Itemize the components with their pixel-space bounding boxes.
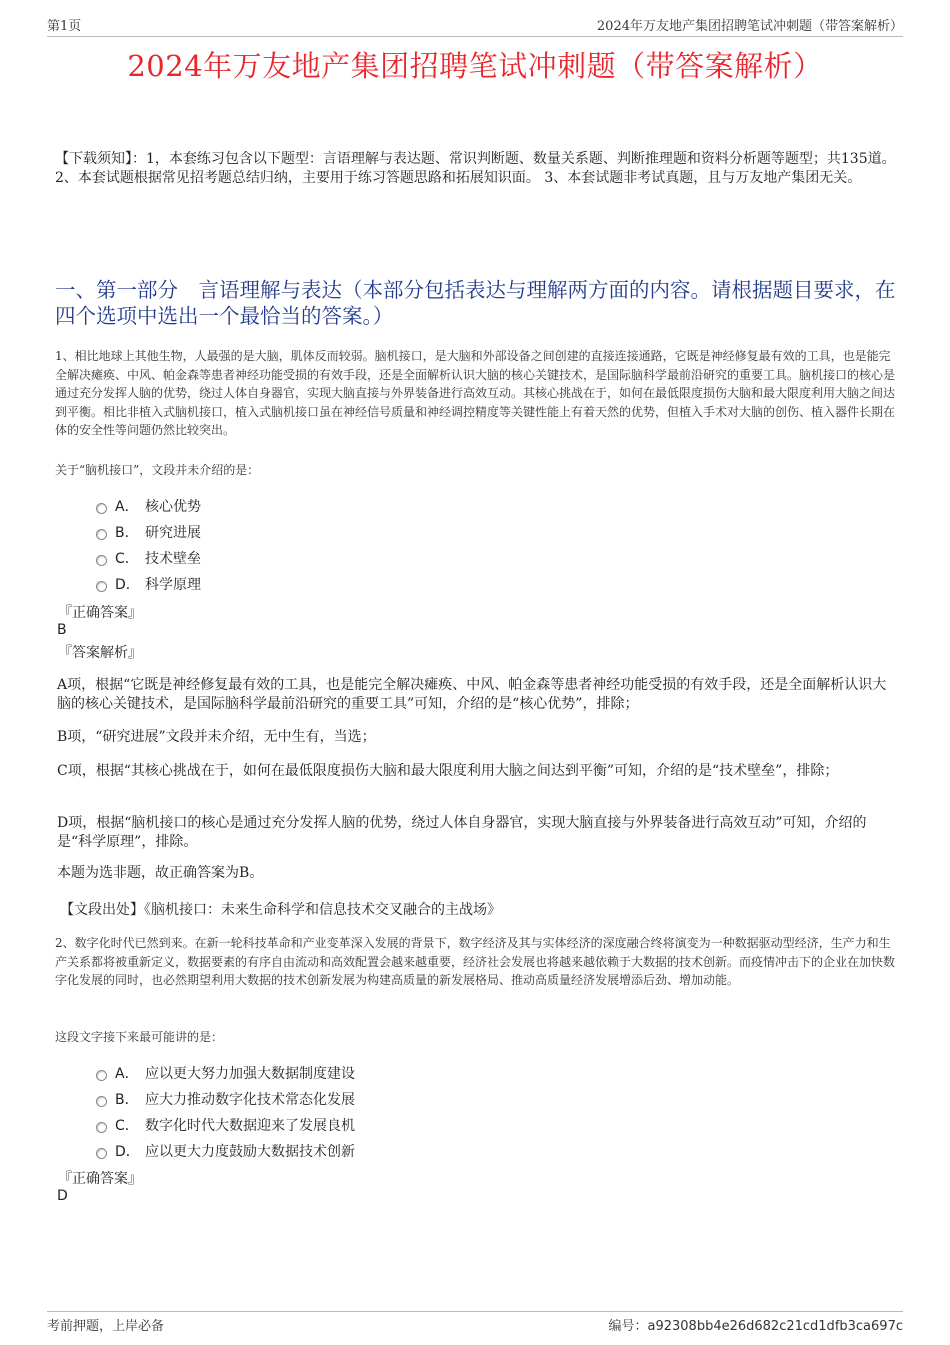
analysis-option-c: C项，根据“其核心挑战在于，如何在最低限度损伤大脑和最大限度利用大脑之间达到平衡”可知，介绍的是“技术壁垒”，排除； xyxy=(57,763,839,779)
option-text: 应大力推动数字化技术常态化发展 xyxy=(145,1092,355,1108)
option-text: 应以更大努力加强大数据制度建设 xyxy=(145,1066,355,1082)
radio-icon[interactable] xyxy=(96,503,107,514)
question-2-answer: D xyxy=(57,1188,68,1204)
option-text: 科学原理 xyxy=(145,577,201,593)
analysis-option-b: B项，“研究进展”文段并未介绍，无中生有，当选； xyxy=(57,729,376,745)
question-1-stem: 关于“脑机接口”，文段并未介绍的是： xyxy=(55,463,260,477)
page-header xyxy=(47,14,903,37)
analysis-option-a: A项，根据“它既是神经修复最有效的工具，也是能完全解决瘫痪、中风、帕金森等患者神经功能受损的有效手段，还是全面解析认识大脑的核心关键技术，是国际脑科学最前沿研究的重要工具”可知，介绍的是“核心优势”，排除； xyxy=(57,677,887,712)
analysis-option-d: D项，根据“脑机接口的核心是通过充分发挥人脑的优势，绕过人体自身器官，实现大脑直接与外界装备进行高效互动”可知，介绍的是“科学原理”，排除。 xyxy=(57,815,867,850)
radio-icon[interactable] xyxy=(96,1122,107,1133)
question-1-answer-label: 『正确答案』 xyxy=(58,605,142,621)
question-2-text: 2、数字化时代已然到来。在新一轮科技革命和产业变革深入发展的背景下，数字经济及其与实体经济的深度融合终将演变为一种数据驱动型经济，生产力和生产关系都将被重新定义，数据要素的有序自由流动和高效配置会越来越重要，经济社会发展也将越来越依赖于大数据的技术创新。而疫情冲击下的企业在加快数字化发展的同时，也必然期望利用大数据的技术创新发展为构建高质量的新发展格局、推动高质量经济发展增添后劲、增加动能。 xyxy=(55,936,896,987)
option-letter: A． xyxy=(115,1066,139,1082)
page-number: 第1页 xyxy=(47,19,82,34)
radio-icon[interactable] xyxy=(96,555,107,566)
radio-icon[interactable] xyxy=(96,1070,107,1081)
analysis-conclusion: 本题为选非题，故正确答案为B。 xyxy=(57,865,264,881)
question-1-answer: B xyxy=(57,622,67,638)
option-letter: D． xyxy=(115,577,140,593)
header-doc-title: 2024年万友地产集团招聘笔试冲刺题（带答案解析） xyxy=(596,19,903,34)
radio-icon[interactable] xyxy=(96,529,107,540)
option-text: 应以更大力度鼓励大数据技术创新 xyxy=(145,1144,355,1160)
section-heading: 一、第一部分 言语理解与表达（本部分包括表达与理解两方面的内容。请根据题目要求，在四个选项中选出一个最恰当的答案。） xyxy=(55,278,896,328)
question-2-option-c[interactable] xyxy=(96,1115,355,1135)
option-letter: C． xyxy=(115,551,139,567)
option-text: 研究进展 xyxy=(145,525,201,541)
option-text: 核心优势 xyxy=(145,499,201,515)
option-letter: D． xyxy=(115,1144,140,1160)
document-title: 2024年万友地产集团招聘笔试冲刺题（带答案解析） xyxy=(127,49,823,83)
question-2-option-a[interactable] xyxy=(96,1063,355,1083)
question-2-answer-label: 『正确答案』 xyxy=(58,1171,142,1187)
option-letter: B． xyxy=(115,525,139,541)
question-1-source: 【文段出处】《脑机接口：未来生命科学和信息技术交叉融合的主战场》 xyxy=(60,902,501,918)
page-footer xyxy=(47,1311,903,1334)
footer-code-block xyxy=(608,1315,903,1334)
footer-slogan: 考前押题，上岸必备 xyxy=(47,1319,165,1334)
question-2-option-d[interactable] xyxy=(96,1141,355,1161)
option-text: 技术壁垒 xyxy=(145,551,201,567)
question-1-text: 1、相比地球上其他生物，人最强的是大脑，肌体反而较弱。脑机接口，是大脑和外部设备之间创建的直接连接通路，它既是神经修复最有效的工具，也是能完全解决瘫痪、中风、帕金森等患者神经功能受损的有效手段，还是全面解析认识大脑的核心关键技术，是国际脑科学最前沿研究的重要工具。脑机接口的核心是通过充分发挥人脑的优势，绕过人体自身器官，实现大脑直接与外界装备进行高效互动。其核心挑战在于，如何在最低限度损伤大脑和最大限度利用大脑之间达到平衡。相比非植入式脑机接口，植入式脑机接口虽在神经信号质量和神经调控精度等关键性能上有着天然的优势，但植入手术对大脑的创伤、植入器件长期在体的安全性等问题仍然比较突出。 xyxy=(55,349,896,437)
footer-code-label: 编号： xyxy=(608,1319,648,1334)
question-1-option-b[interactable] xyxy=(96,522,201,542)
question-1-option-c[interactable] xyxy=(96,548,201,568)
option-letter: B． xyxy=(115,1092,139,1108)
question-1-analysis-label: 『答案解析』 xyxy=(58,645,142,661)
download-notice: 【下载须知】：1，本套练习包含以下题型：言语理解与表达题、常识判断题、数量关系题、判断推理题和资料分析题等题型；共135道。 2、本套试题根据常见招考题总结归纳，主要用于练习答题思路和拓展知识面。 3、本套试题非考试真题，且与万友地产集团无关。 xyxy=(55,151,896,186)
option-text: 数字化时代大数据迎来了发展良机 xyxy=(145,1118,355,1134)
question-2-option-b[interactable] xyxy=(96,1089,355,1109)
radio-icon[interactable] xyxy=(96,581,107,592)
radio-icon[interactable] xyxy=(96,1096,107,1107)
footer-code: a92308bb4e26d682c21cd1dfb3ca697c xyxy=(647,1319,903,1334)
question-1-option-a[interactable] xyxy=(96,496,201,516)
option-letter: C． xyxy=(115,1118,139,1134)
radio-icon[interactable] xyxy=(96,1148,107,1159)
question-2-stem: 这段文字接下来最可能讲的是： xyxy=(55,1030,224,1044)
option-letter: A． xyxy=(115,499,139,515)
question-1-option-d[interactable] xyxy=(96,574,201,594)
